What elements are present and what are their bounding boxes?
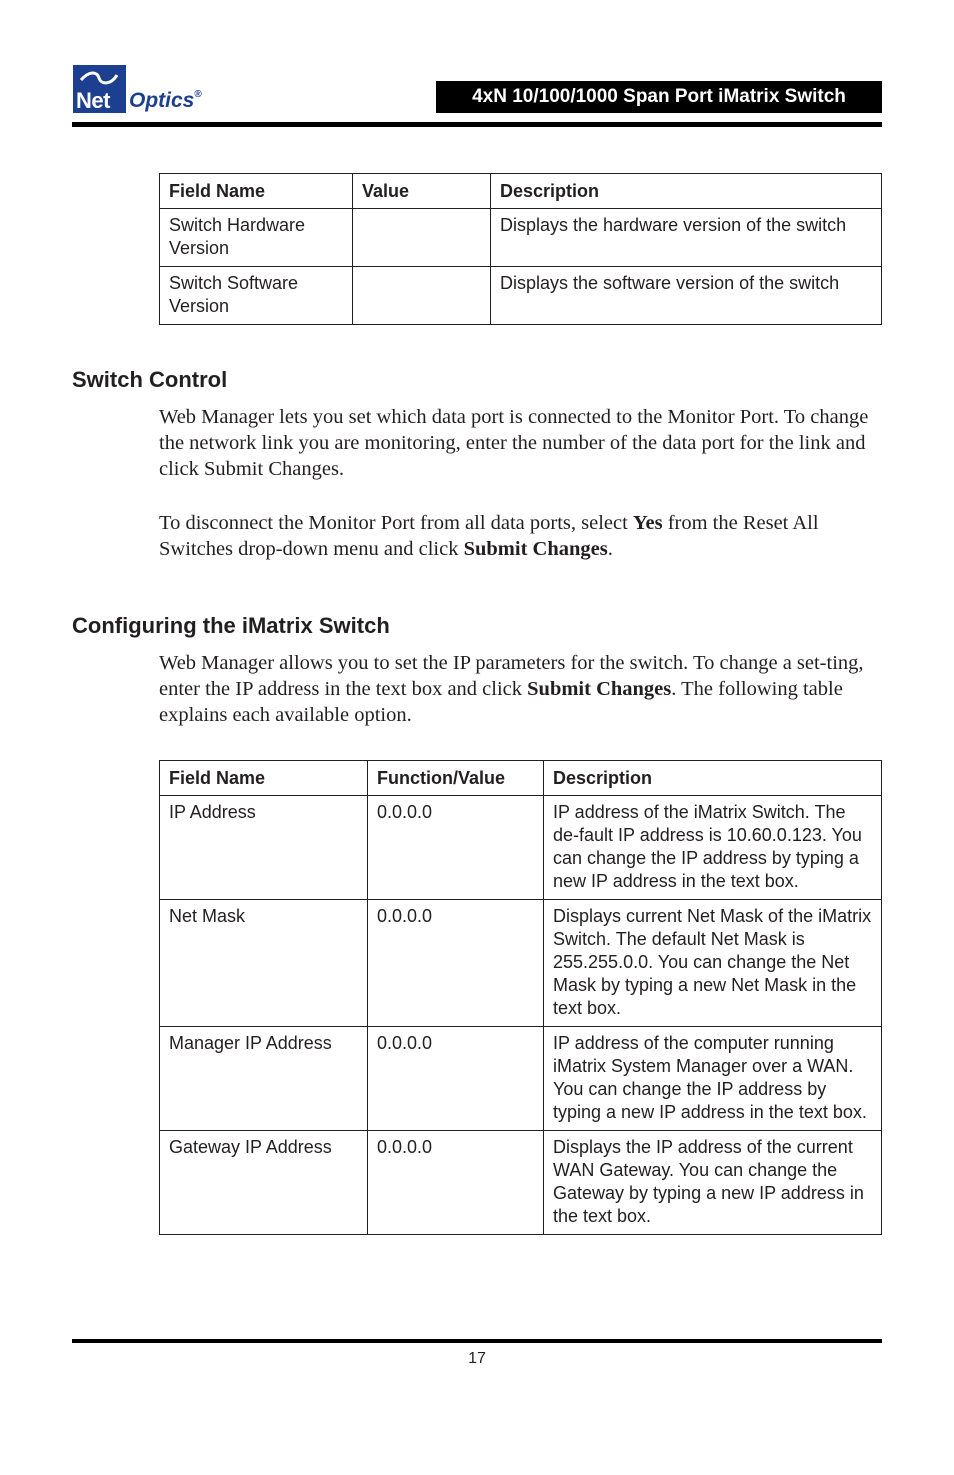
- ip-parameters-table: [159, 760, 882, 1235]
- table-header-row: [160, 761, 882, 796]
- description-cell: IP address of the iMatrix Switch. The de-fault IP address is 10.60.0.123. You can change the IP address by typing a new IP address in the text box.: [544, 796, 882, 900]
- table-row: [160, 209, 882, 267]
- column-header: Description: [491, 174, 882, 209]
- switch-version-table: [159, 173, 882, 325]
- description-cell: Displays the software version of the switch: [491, 267, 882, 325]
- value-cell: 0.0.0.0: [368, 796, 544, 900]
- table-row: [160, 267, 882, 325]
- table-row: [160, 1027, 882, 1131]
- description-cell: Displays the hardware version of the switch: [491, 209, 882, 267]
- logo-net-text: Net: [76, 88, 110, 113]
- value-cell: 0.0.0.0: [368, 1131, 544, 1235]
- document-title: 4xN 10/100/1000 Span Port iMatrix Switch: [436, 81, 882, 113]
- disconnect-paragraph: To disconnect the Monitor Port from all data ports, select Yes from the Reset All Switches drop-down menu and click Submit Changes.: [159, 512, 819, 560]
- field-name-cell: IP Address: [160, 796, 368, 900]
- description-cell: Displays current Net Mask of the iMatrix Switch. The default Net Mask is 255.255.0.0. You can change the Net Mask by typing a new Net Mask in the text box.: [544, 900, 882, 1027]
- column-header: Function/Value: [368, 761, 544, 796]
- footer-divider: [72, 1339, 882, 1343]
- description-cell: Displays the IP address of the current WAN Gateway. You can change the Gateway by typing a new IP address in the text box.: [544, 1131, 882, 1235]
- value-cell: 0.0.0.0: [368, 1027, 544, 1131]
- logo-mark: [73, 65, 126, 113]
- wave-icon: [79, 71, 119, 85]
- switch-control-paragraph: Web Manager lets you set which data port is connected to the Monitor Port. To change the network link you are monitoring, enter the number of the data port for the link and click Submit Changes.: [159, 406, 869, 480]
- field-name-cell: Switch Software Version: [160, 267, 353, 325]
- section-heading-switch-control: Switch Control: [72, 367, 228, 392]
- configuring-paragraph: Web Manager allows you to set the IP parameters for the switch. To change a set-ting, enter the IP address in the text box and click Submit Changes. The following table explains each available option.: [159, 652, 864, 726]
- column-header: Value: [353, 174, 491, 209]
- field-name-cell: Gateway IP Address: [160, 1131, 368, 1235]
- logo-optics-text: Optics®: [129, 89, 202, 112]
- value-cell: 0.0.0.0: [368, 900, 544, 1027]
- page-number: 17: [468, 1350, 486, 1367]
- table-row: [160, 796, 882, 900]
- table-row: [160, 900, 882, 1027]
- column-header: Field Name: [160, 174, 353, 209]
- table-row: [160, 1131, 882, 1235]
- header-divider: [72, 122, 882, 127]
- description-cell: IP address of the computer running iMatrix System Manager over a WAN. You can change the IP address by typing a new IP address in the text box.: [544, 1027, 882, 1131]
- column-header: Description: [544, 761, 882, 796]
- section-heading-configuring: Configuring the iMatrix Switch: [72, 613, 390, 638]
- field-name-cell: Net Mask: [160, 900, 368, 1027]
- table-header-row: [160, 174, 882, 209]
- column-header: Field Name: [160, 761, 368, 796]
- value-cell: [353, 267, 491, 325]
- field-name-cell: Switch Hardware Version: [160, 209, 353, 267]
- field-name-cell: Manager IP Address: [160, 1027, 368, 1131]
- value-cell: [353, 209, 491, 267]
